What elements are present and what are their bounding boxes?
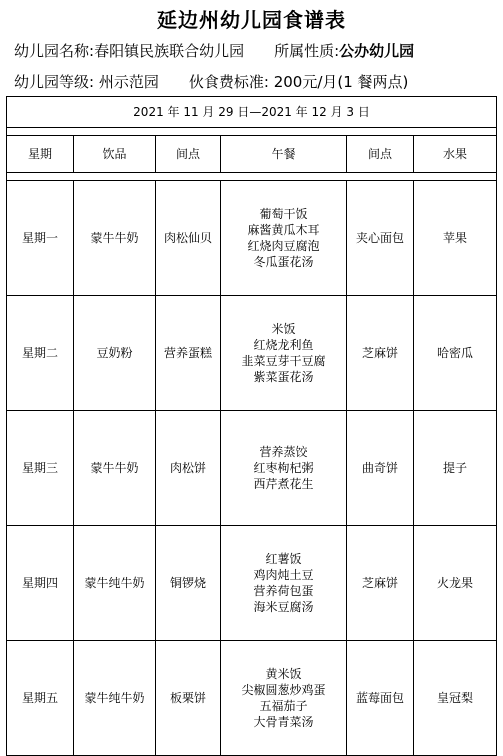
snack1-cell: 板栗饼	[156, 641, 221, 756]
nature-value: 公办幼儿园	[339, 42, 415, 60]
lunch-item: 红烧肉豆腐泡	[247, 239, 320, 253]
lunch-item: 紫菜蛋花汤	[253, 370, 314, 384]
drink-cell: 豆奶粉	[74, 296, 156, 411]
lunch-item: 麻酱黄瓜木耳	[247, 223, 320, 237]
snack2-cell: 曲奇饼	[347, 411, 414, 526]
lunch-item: 西芹煮花生	[253, 477, 314, 491]
fruit-cell: 皇冠梨	[414, 641, 497, 756]
fee-value: 200元/月(1 餐两点)	[273, 73, 409, 91]
lunch-cell	[221, 296, 347, 411]
table-row	[7, 641, 497, 756]
lunch-item: 尖椒圆葱炒鸡蛋	[241, 683, 326, 697]
table-row	[7, 296, 497, 411]
snack2-cell: 夹心面包	[347, 181, 414, 296]
lunch-item: 营养荷包蛋	[253, 584, 314, 598]
lunch-cell	[221, 526, 347, 641]
lunch-item: 米饭	[271, 322, 296, 336]
fee-label: 伙食费标准:	[188, 73, 269, 91]
spacer	[7, 173, 497, 181]
spacer	[7, 128, 497, 136]
date-row	[7, 97, 497, 128]
level-label: 幼儿园等级:	[14, 73, 95, 91]
snack2-cell: 芝麻饼	[347, 526, 414, 641]
lunch-cell	[221, 181, 347, 296]
fruit-cell: 哈密瓜	[414, 296, 497, 411]
lunch-item: 海米豆腐汤	[253, 600, 314, 614]
lunch-item: 冬瓜蛋花汤	[253, 255, 314, 269]
lunch-item: 葡萄干饭	[259, 207, 308, 221]
lunch-item: 韭菜豆芽干豆腐	[241, 354, 326, 368]
day-cell: 星期一	[7, 181, 74, 296]
table-row	[7, 526, 497, 641]
header-row	[7, 136, 497, 173]
day-cell: 星期二	[7, 296, 74, 411]
level-value: 州示范园	[98, 73, 159, 91]
nature-label: 所属性质:	[274, 42, 340, 60]
lunch-item: 五福茄子	[259, 699, 308, 713]
fruit-cell: 提子	[414, 411, 497, 526]
lunch-item: 黄米饭	[265, 667, 302, 681]
info-line-1	[14, 40, 414, 61]
fruit-cell: 苹果	[414, 181, 497, 296]
lunch-item: 红烧龙利鱼	[253, 338, 314, 352]
day-cell: 星期四	[7, 526, 74, 641]
lunch-item: 红枣枸杞粥	[253, 461, 314, 475]
day-cell: 星期三	[7, 411, 74, 526]
snack1-cell: 肉松仙贝	[156, 181, 221, 296]
column-header: 水果	[414, 136, 497, 173]
day-cell: 星期五	[7, 641, 74, 756]
lunch-cell	[221, 411, 347, 526]
drink-cell: 蒙牛纯牛奶	[74, 641, 156, 756]
snack1-cell: 营养蛋糕	[156, 296, 221, 411]
column-header: 间点	[156, 136, 221, 173]
snack2-cell: 蓝莓面包	[347, 641, 414, 756]
column-header: 午餐	[221, 136, 347, 173]
kindergarten-name-label: 幼儿园名称:	[14, 42, 95, 60]
drink-cell: 蒙牛牛奶	[74, 181, 156, 296]
lunch-item: 红薯饭	[265, 552, 302, 566]
table-row	[7, 411, 497, 526]
column-header: 星期	[7, 136, 74, 173]
fruit-cell: 火龙果	[414, 526, 497, 641]
drink-cell: 蒙牛牛奶	[74, 411, 156, 526]
page-title: 延边州幼儿园食谱表	[157, 8, 346, 32]
lunch-item: 鸡肉炖土豆	[253, 568, 314, 582]
kindergarten-name-value: 春阳镇民族联合幼儿园	[94, 42, 245, 60]
lunch-cell	[221, 641, 347, 756]
column-header: 间点	[347, 136, 414, 173]
table-row	[7, 181, 497, 296]
snack1-cell: 铜锣烧	[156, 526, 221, 641]
snack1-cell: 肉松饼	[156, 411, 221, 526]
lunch-item: 营养蒸饺	[259, 445, 308, 459]
drink-cell: 蒙牛纯牛奶	[74, 526, 156, 641]
menu-table	[6, 96, 497, 756]
date-range: 2021 年 11 月 29 日—2021 年 12 月 3 日	[7, 97, 497, 128]
lunch-item: 大骨青菜汤	[253, 715, 314, 729]
column-header: 饮品	[74, 136, 156, 173]
snack2-cell: 芝麻饼	[347, 296, 414, 411]
info-line-2	[14, 71, 408, 92]
